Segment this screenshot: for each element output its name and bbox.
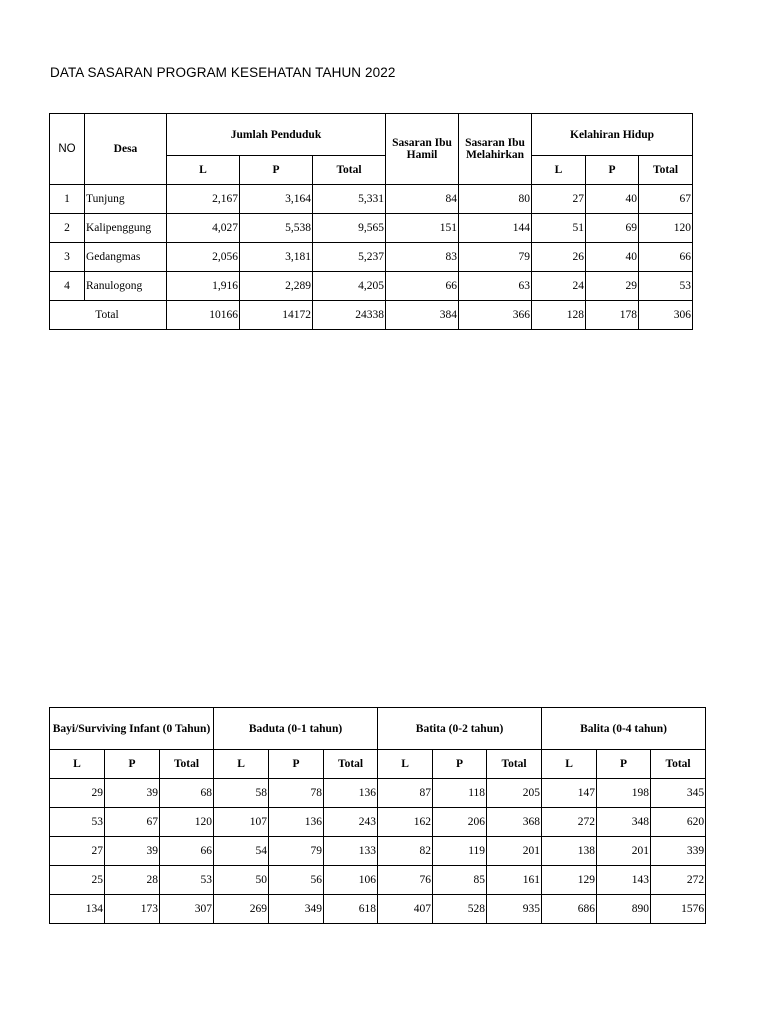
row-l: 2,167	[167, 185, 240, 214]
baduta-l: 107	[214, 808, 269, 837]
row-kh-l: 26	[532, 243, 586, 272]
row-melahirkan: 63	[459, 272, 532, 301]
header-bayi: Bayi/Surviving Infant (0 Tahun)	[50, 708, 214, 750]
total-l: 10166	[167, 301, 240, 330]
table-row	[50, 808, 706, 837]
batita-p: 528	[433, 895, 487, 924]
row-kh-p: 69	[586, 214, 639, 243]
header-sasaran-ibu-melahirkan: Sasaran Ibu Melahirkan	[459, 114, 532, 185]
row-kh-total: 53	[639, 272, 693, 301]
row-hamil: 83	[386, 243, 459, 272]
batita-total: 201	[487, 837, 542, 866]
row-no: 1	[50, 185, 85, 214]
bayi-l: 29	[50, 779, 105, 808]
balita-total: 345	[651, 779, 706, 808]
header-batita-l: L	[378, 750, 433, 779]
header-kh-l: L	[532, 156, 586, 185]
header-baduta-p: P	[269, 750, 324, 779]
row-desa: Gedangmas	[85, 243, 167, 272]
table-row	[50, 779, 706, 808]
document-title: DATA SASARAN PROGRAM KESEHATAN TAHUN 2022	[50, 65, 396, 80]
child-target-table	[49, 707, 706, 924]
row-kh-p: 40	[586, 185, 639, 214]
header-no: NO	[50, 114, 85, 185]
row-p: 2,289	[240, 272, 313, 301]
total-kh-p: 178	[586, 301, 639, 330]
baduta-l: 54	[214, 837, 269, 866]
table-row	[50, 837, 706, 866]
row-kh-l: 51	[532, 214, 586, 243]
balita-total: 272	[651, 866, 706, 895]
batita-l: 76	[378, 866, 433, 895]
bayi-l: 25	[50, 866, 105, 895]
batita-total: 205	[487, 779, 542, 808]
bayi-total: 120	[160, 808, 214, 837]
bayi-l: 53	[50, 808, 105, 837]
row-desa: Kalipenggung	[85, 214, 167, 243]
baduta-p: 136	[269, 808, 324, 837]
row-hamil: 66	[386, 272, 459, 301]
bayi-l: 27	[50, 837, 105, 866]
header-p: P	[240, 156, 313, 185]
baduta-l: 269	[214, 895, 269, 924]
table2-header-row	[50, 708, 706, 750]
total-label: Total	[50, 301, 167, 330]
header-bayi-l: L	[50, 750, 105, 779]
batita-p: 119	[433, 837, 487, 866]
baduta-total: 106	[324, 866, 378, 895]
total-row	[50, 301, 693, 330]
total-p: 14172	[240, 301, 313, 330]
total-kh-l: 128	[532, 301, 586, 330]
balita-p: 348	[597, 808, 651, 837]
table1-header-row	[50, 114, 693, 156]
row-p: 5,538	[240, 214, 313, 243]
header-total: Total	[313, 156, 386, 185]
row-melahirkan: 79	[459, 243, 532, 272]
header-batita-p: P	[433, 750, 487, 779]
batita-l: 87	[378, 779, 433, 808]
row-total: 5,237	[313, 243, 386, 272]
header-kh-p: P	[586, 156, 639, 185]
bayi-total: 53	[160, 866, 214, 895]
row-l: 2,056	[167, 243, 240, 272]
baduta-p: 78	[269, 779, 324, 808]
baduta-l: 58	[214, 779, 269, 808]
header-l: L	[167, 156, 240, 185]
balita-l: 129	[542, 866, 597, 895]
row-total: 4,205	[313, 272, 386, 301]
row-kh-p: 29	[586, 272, 639, 301]
header-bayi-p: P	[105, 750, 160, 779]
batita-p: 118	[433, 779, 487, 808]
balita-total: 339	[651, 837, 706, 866]
baduta-p: 79	[269, 837, 324, 866]
bayi-l: 134	[50, 895, 105, 924]
table-row	[50, 272, 693, 301]
header-bayi-total: Total	[160, 750, 214, 779]
row-kh-p: 40	[586, 243, 639, 272]
header-desa: Desa	[85, 114, 167, 185]
header-kh-total: Total	[639, 156, 693, 185]
row-no: 3	[50, 243, 85, 272]
baduta-l: 50	[214, 866, 269, 895]
row-kh-total: 67	[639, 185, 693, 214]
baduta-total: 133	[324, 837, 378, 866]
balita-l: 272	[542, 808, 597, 837]
batita-l: 407	[378, 895, 433, 924]
total-melahirkan: 366	[459, 301, 532, 330]
balita-l: 138	[542, 837, 597, 866]
row-total: 9,565	[313, 214, 386, 243]
total-row	[50, 895, 706, 924]
baduta-total: 136	[324, 779, 378, 808]
header-sasaran-ibu-hamil: Sasaran Ibu Hamil	[386, 114, 459, 185]
row-total: 5,331	[313, 185, 386, 214]
bayi-p: 173	[105, 895, 160, 924]
baduta-p: 349	[269, 895, 324, 924]
table-row	[50, 185, 693, 214]
header-balita-l: L	[542, 750, 597, 779]
target-population-table	[49, 113, 693, 330]
row-no: 2	[50, 214, 85, 243]
row-p: 3,181	[240, 243, 313, 272]
row-melahirkan: 80	[459, 185, 532, 214]
header-baduta: Baduta (0-1 tahun)	[214, 708, 378, 750]
row-l: 4,027	[167, 214, 240, 243]
bayi-p: 67	[105, 808, 160, 837]
row-melahirkan: 144	[459, 214, 532, 243]
baduta-total: 243	[324, 808, 378, 837]
batita-l: 162	[378, 808, 433, 837]
bayi-total: 307	[160, 895, 214, 924]
row-kh-total: 66	[639, 243, 693, 272]
row-p: 3,164	[240, 185, 313, 214]
row-kh-l: 27	[532, 185, 586, 214]
baduta-p: 56	[269, 866, 324, 895]
header-balita: Balita (0-4 tahun)	[542, 708, 706, 750]
batita-total: 935	[487, 895, 542, 924]
balita-p: 198	[597, 779, 651, 808]
balita-p: 201	[597, 837, 651, 866]
batita-total: 368	[487, 808, 542, 837]
total-hamil: 384	[386, 301, 459, 330]
batita-p: 206	[433, 808, 487, 837]
batita-p: 85	[433, 866, 487, 895]
total-total: 24338	[313, 301, 386, 330]
baduta-total: 618	[324, 895, 378, 924]
row-kh-total: 120	[639, 214, 693, 243]
header-batita: Batita (0-2 tahun)	[378, 708, 542, 750]
balita-total: 1576	[651, 895, 706, 924]
header-balita-total: Total	[651, 750, 706, 779]
row-desa: Tunjung	[85, 185, 167, 214]
header-baduta-l: L	[214, 750, 269, 779]
total-kh-total: 306	[639, 301, 693, 330]
table-row	[50, 866, 706, 895]
table-row	[50, 243, 693, 272]
header-jumlah-penduduk: Jumlah Penduduk	[167, 114, 386, 156]
row-kh-l: 24	[532, 272, 586, 301]
row-hamil: 84	[386, 185, 459, 214]
bayi-total: 68	[160, 779, 214, 808]
balita-p: 890	[597, 895, 651, 924]
table2-subheader-row	[50, 750, 706, 779]
batita-l: 82	[378, 837, 433, 866]
row-l: 1,916	[167, 272, 240, 301]
bayi-total: 66	[160, 837, 214, 866]
header-batita-total: Total	[487, 750, 542, 779]
bayi-p: 39	[105, 779, 160, 808]
header-kelahiran-hidup: Kelahiran Hidup	[532, 114, 693, 156]
row-desa: Ranulogong	[85, 272, 167, 301]
header-balita-p: P	[597, 750, 651, 779]
bayi-p: 39	[105, 837, 160, 866]
row-no: 4	[50, 272, 85, 301]
bayi-p: 28	[105, 866, 160, 895]
balita-total: 620	[651, 808, 706, 837]
balita-l: 686	[542, 895, 597, 924]
row-hamil: 151	[386, 214, 459, 243]
batita-total: 161	[487, 866, 542, 895]
balita-l: 147	[542, 779, 597, 808]
balita-p: 143	[597, 866, 651, 895]
header-baduta-total: Total	[324, 750, 378, 779]
table-row	[50, 214, 693, 243]
